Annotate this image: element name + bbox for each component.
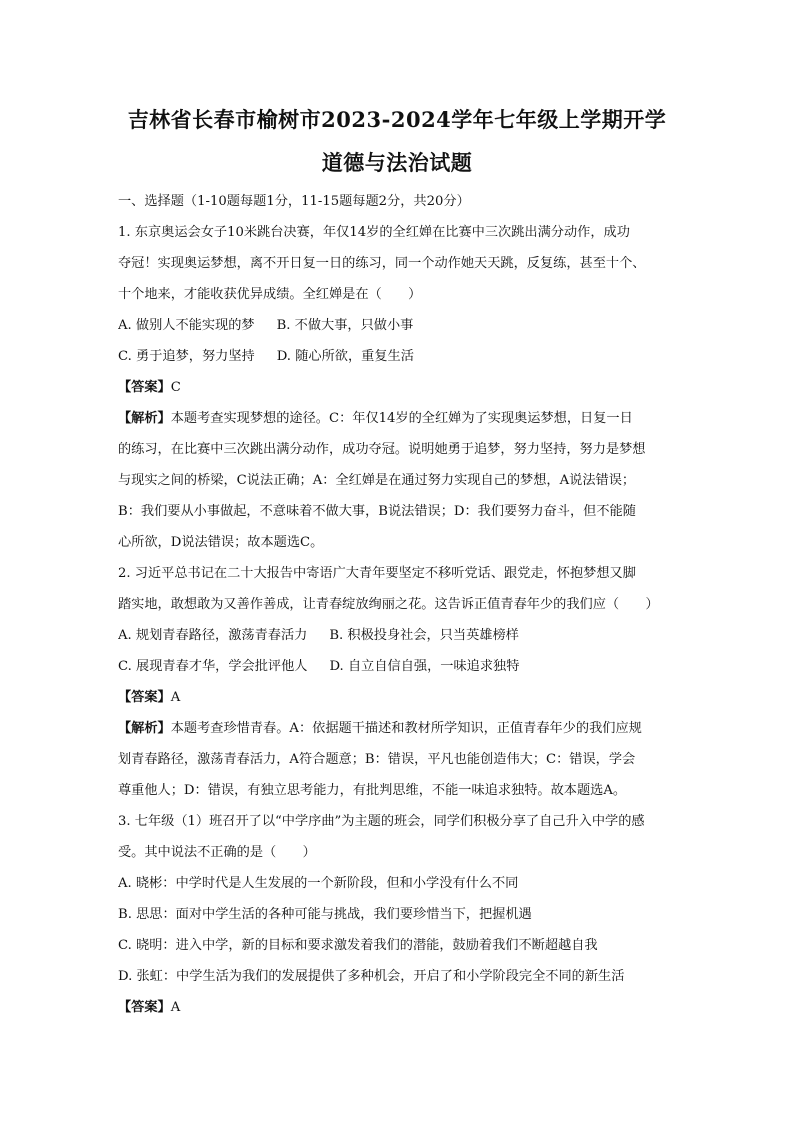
q2-analysis-line: 划青春路径，激荡青春活力，A符合题意；B：错误，平凡也能创造伟大；C：错误，学会 [118, 752, 636, 767]
q2-option-a: A. 规划青春路径，激荡青春活力 [118, 628, 308, 643]
q1-analysis-line: 心所欲，D说法错误；故本题选C。 [118, 535, 324, 550]
q1-options-row-2 [118, 341, 688, 372]
q2-analysis-line: 尊重他人；D：错误，有独立思考能力，有批判思维，不能一味追求独特。故本题选A。 [118, 783, 627, 798]
q1-analysis-line [118, 403, 688, 434]
q2-stem-line: 踏实地，敢想敢为又善作善成，让青春绽放绚丽之花。这告诉正值青春年少的我们应（ ） [118, 597, 659, 612]
answer-value: C [170, 380, 181, 395]
q3-option-a: A. 晓彬：中学时代是人生发展的一个新阶段，但和小学没有什么不同 [118, 876, 519, 891]
q3-option-d: D. 张虹：中学生活为我们的发展提供了多种机会，开启了和小学阶段完全不同的新生活 [118, 969, 625, 984]
q1-analysis-line: B：我们要从小事做起，不意味着不做大事，B说法错误；D：我们要努力奋斗，但不能随 [118, 504, 636, 519]
q2-options-row-1 [118, 620, 688, 651]
q2-option-c: C. 展现青春才华，学会批评他人 [118, 659, 308, 674]
document-body [118, 186, 688, 1023]
q2-option-b: B. 积极投身社会，只当英雄榜样 [329, 628, 519, 643]
analysis-label: 【解析】 [118, 411, 171, 426]
q1-answer [118, 372, 688, 403]
q1-stem-line: 1. 东京奥运会女子10米跳台决赛，年仅14岁的全红婵在比赛中三次跳出满分动作，成功 [118, 225, 630, 240]
q1-option-c: C. 勇于追梦，努力坚持 [118, 349, 255, 364]
q2-analysis-line [118, 713, 688, 744]
analysis-label: 【解析】 [118, 721, 171, 736]
analysis-text: 本题考查实现梦想的途径。C：年仅14岁的全红婵为了实现奥运梦想，日复一日 [170, 411, 633, 426]
q3-stem-line: 受。其中说法不正确的是（ ） [118, 845, 316, 860]
q1-analysis-line: 的练习，在比赛中三次跳出满分动作，成功夺冠。说明她勇于追梦，努力坚持，努力是梦想 [118, 442, 646, 457]
answer-label: 【答案】 [118, 690, 171, 705]
answer-value: A [170, 1000, 181, 1015]
q3-stem-line: 3. 七年级（1）班召开了以“中学序曲”为主题的班会，同学们积极分享了自己升入中学的感 [118, 814, 645, 829]
q3-option-b: B. 思思：面对中学生活的各种可能与挑战，我们要珍惜当下，把握机遇 [118, 907, 532, 922]
analysis-text: 本题考查珍惜青春。A：依据题干描述和教材所学知识，正值青春年少的我们应规 [170, 721, 642, 736]
q2-options-row-2 [118, 651, 688, 682]
q2-stem-line: 2. 习近平总书记在二十大报告中寄语广大青年要坚定不移听党话、跟党走，怀抱梦想又脚 [118, 566, 636, 581]
answer-label: 【答案】 [118, 1000, 171, 1015]
q1-stem-line: 夺冠！实现奥运梦想，离不开日复一日的练习，同一个动作她天天跳，反复练，甚至十个、 [118, 256, 646, 271]
document-title-line-2: 道德与法治试题 [321, 150, 473, 175]
section-heading: 一、选择题（1-10题每题1分，11-15题每题2分，共20分） [118, 194, 470, 209]
q3-answer [118, 992, 688, 1023]
document-title-line-1: 吉林省长春市榆树市2023-2024学年七年级上学期开学 [127, 107, 667, 132]
q2-answer [118, 682, 688, 713]
q2-option-d: D. 自立自信自强，一味追求独特 [329, 659, 520, 674]
q1-option-b: B. 不做大事，只做小事 [276, 318, 414, 333]
q1-option-a: A. 做别人不能实现的梦 [118, 318, 255, 333]
q1-analysis-line: 与现实之间的桥梁，C说法正确；A：全红婵是在通过努力实现自己的梦想，A说法错误； [118, 473, 636, 488]
q1-options-row-1 [118, 310, 688, 341]
answer-value: A [170, 690, 181, 705]
q3-option-c: C. 晓明：进入中学，新的目标和要求激发着我们的潜能，鼓励着我们不断超越自我 [118, 938, 598, 953]
q1-option-d: D. 随心所欲，重复生活 [276, 349, 414, 364]
answer-label: 【答案】 [118, 380, 171, 395]
q1-stem-line: 十个地来，才能收获优异成绩。全红婵是在（ ） [118, 287, 422, 302]
